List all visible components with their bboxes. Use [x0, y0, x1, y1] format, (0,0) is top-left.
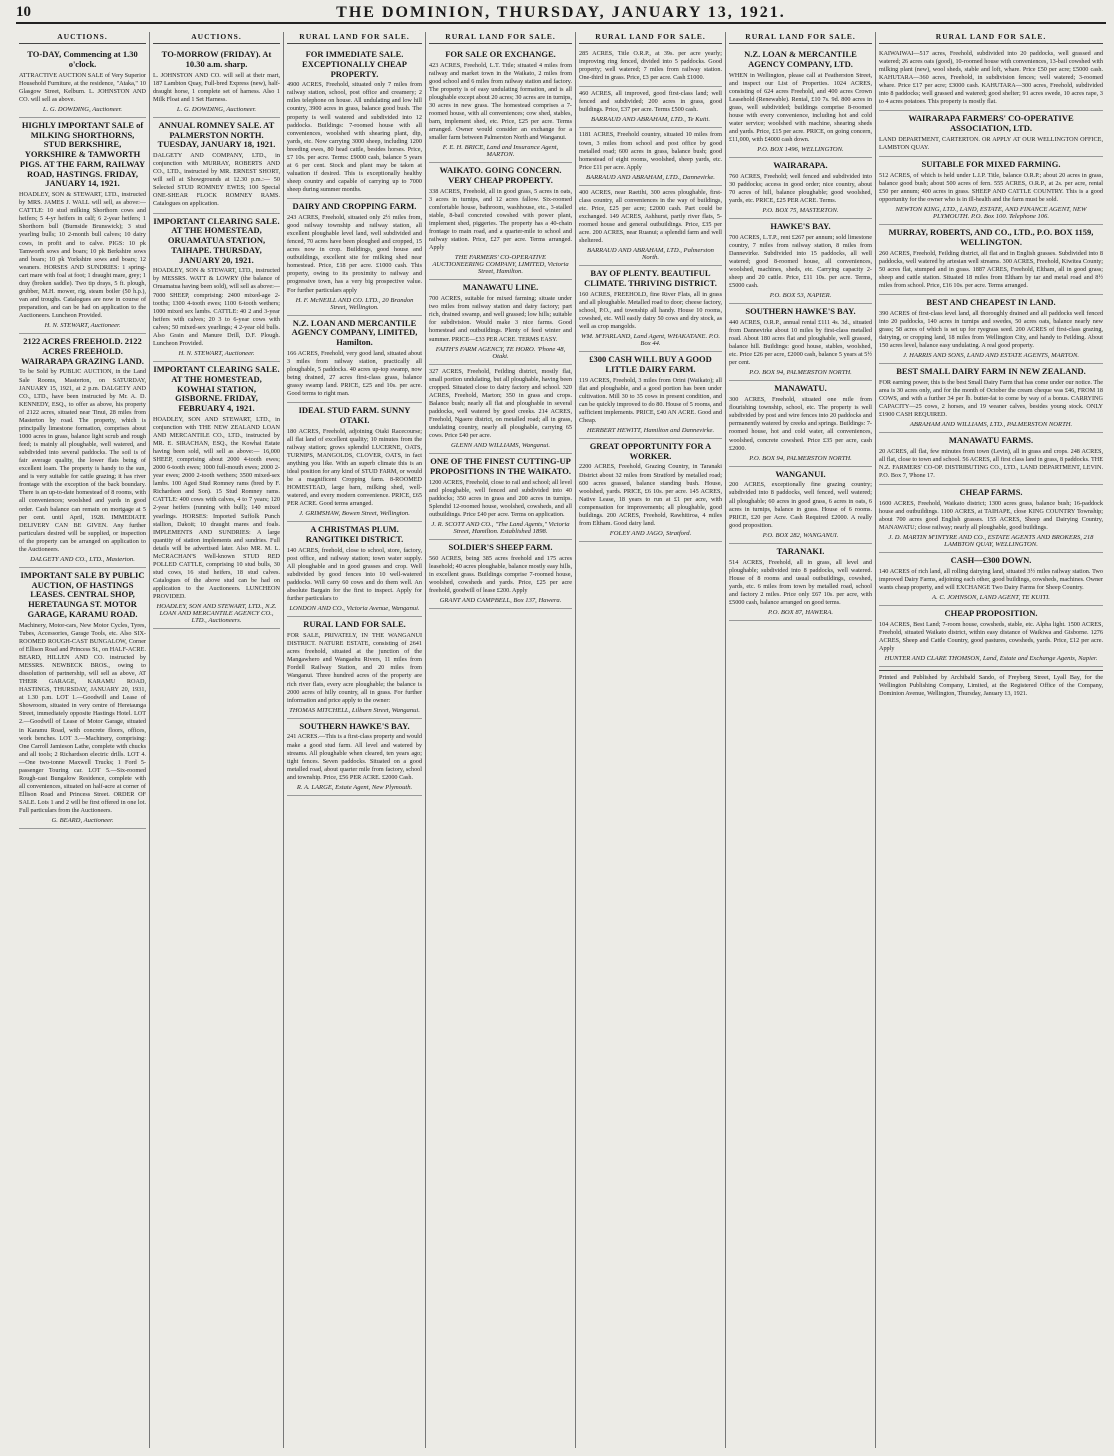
ad-title: IMPORTANT CLEARING SALE. AT THE HOMESTEAD, ORUAMATUA STATION, TAIHAPE. THURSDAY, JANUARY 20, 1921. — [153, 215, 280, 265]
ad-title: MANAWATU. — [774, 383, 827, 394]
ad-body: 423 ACRES, Freehold, L.T. Title; situated 4 miles from railway and market town in the Waikato, 2 miles from good school and 6 miles from railway station and factory. The property is of easy undulating formation, and is all ploughable except about 20 acres; 30 acres are in turnips, 30 acres in new grass. The homestead comprises a 7-roomed house, with all conveniences; cow shed, stables, barn, implement shed, etc. Price, £25 per acre. Terms arranged. Owner would consider an exchange for a smaller farm between Palmerston North and Wanganui. — [429, 61, 572, 142]
classified-ad — [429, 365, 572, 455]
ad-title: TARANAKI. — [776, 545, 825, 556]
ad-advertiser: NEWTON KING, LTD., LAND, ESTATE, AND FINANCE AGENT, NEW PLYMOUTH. P.O. Box 100. Telephone 106. — [895, 206, 1087, 221]
ad-advertiser: WM. M'FARLAND, Land Agent, WHAKATANE. P.O. Box 44. — [581, 333, 720, 348]
ad-title: TO-MORROW (FRIDAY). At 10.30 a.m. sharp. — [161, 49, 272, 69]
ad-body: 285 ACRES, Title O.R.P., at 39s. per acre yearly; improving ring fenced, divided into 5 paddocks. Good property; well watered; 7 miles from railway station. One-third in grass. Price, £3 per acre. Cash £1000. — [579, 50, 722, 82]
ad-body: DALGETY AND COMPANY, LTD., in conjunction with MURRAY, ROBERTS AND CO., LTD., instructed by MR. ERNEST SHORT, will sell at Showgrounds at 12.30 p.m.:— 50 Selected STUD ROMNEY EWES; 100 Special ONE-SHEAR FLOCK ROMNEY RAMS. Catalogues on application. — [153, 152, 280, 208]
column-heading: RURAL LAND FOR SALE. — [429, 32, 572, 44]
ad-advertiser: R. A. LARGE, Estate Agent, New Plymouth. — [296, 783, 413, 791]
classified-ad — [287, 617, 422, 718]
ad-advertiser: P.O. BOX 94, PALMERSTON NORTH. — [749, 369, 852, 377]
ad-advertiser: P.O. BOX 87, HAWERA. — [767, 608, 833, 616]
classified-ad — [153, 47, 280, 118]
ad-body: 20 ACRES, all flat, few minutes from town (Levin), all in grass and crops. 248 ACRES, all flat, close to town and school. 56 ACRES, all first class land in grass, 8 paddocks. THE N.Z. FARMERS' CO-OP. DISTRIBUTING CO., LTD., LAND DEPARTMENT, LEVIN. P.O. Box 7, 'Phone 17. — [879, 447, 1103, 480]
ad-title: MANAWATU LINE. — [462, 282, 539, 293]
ad-body: 4900 ACRES, Freehold, situated only 7 miles from railway station, school, post office and creamery; 2 miles telephone on house. All undulating and low hill country, 3900 acres in grass, balance good bush. The property is well watered and subdivided into 12 paddocks. Buildings: 7-roomed house with all conveniences, woolshed with shearing plant, dip, yards, etc. Now carrying 3000 sheep, including 1200 breeding ewes, 80 head cattle, besides horses. Price, £7 10s. per acre. Terms: £9000 cash, balance 5 years at 6 per cent. Stock and plant may be taken at valuation if desired. This is exceptionally healthy sheep country and capable of carrying up to 7000 sheep during summer months. — [287, 81, 422, 194]
ad-advertiser: DALGETY AND CO., LTD., Masterton. — [30, 555, 135, 563]
ad-advertiser: P.O. BOX 282, WANGANUI. — [762, 531, 839, 539]
ad-advertiser: H. N. STEWART, Auctioneer. — [44, 322, 121, 330]
ad-advertiser: J. HARRIS AND SONS, LAND AND ESTATE AGENTS, MARTON. — [902, 352, 1080, 360]
classified-ad — [579, 186, 722, 266]
ad-advertiser: J. GRIMSHAW, Bowen Street, Wellington. — [299, 510, 410, 518]
ad-body: 140 ACRES of rich land, all rolling dairying land, situated 3½ miles railway station. Two improved Dairy Farms, adjoining each other, good buildings, cowsheds, machines. Owner wants cheap property, and will EXCHANGE Two Dairy Farms for Sheep Country. — [879, 567, 1103, 592]
ad-body: 200 ACRES, exceptionally fine grazing country; subdivided into 8 paddocks, well fenced, well watered; all ploughable; 60 acres in good grass, 6 acres in oats, 6 acres in turnips, balance in grass. House of 6 rooms. PRICE, £20 per Acre. Cash Required £2000. A really good proposition. — [729, 481, 872, 529]
ad-body: LAND DEPARTMENT, CARTERTON. OR APPLY AT OUR WELLINGTON OFFICE, LAMBTON QUAY. — [879, 135, 1103, 152]
ad-advertiser: A. C. JOHNSON, LAND AGENT, TE KUITI. — [932, 594, 1050, 602]
ad-body: ATTRACTIVE AUCTION SALE of Very Superior Household Furniture, at the residence, "Ataka," 10 Glasgow Street, Kelburn. L. JOHNSTON AND CO. will sell as above. — [19, 71, 146, 103]
classified-ad — [879, 157, 1103, 225]
ad-advertiser: P.O. BOX 1496, WELLINGTON. — [757, 146, 844, 154]
ad-body: FOR earning power, this is the best Small Dairy Farm that has come under our notice. The area is 30 acres only, and for the month of October the cream cheque was £46, FROM 18 COWS, and with a further 34 per lb. butter-fat to come by way of a bonus. CARRYING CAPACITY—25 cows, 2 horses, and 19 weaner calves, besides young stock. ONLY £1900 CASH REQUIRED. — [879, 378, 1103, 419]
ad-advertiser: P.O. BOX 94, PALMERSTON NORTH. — [749, 454, 852, 462]
classified-ad — [287, 47, 422, 199]
classified-ad — [729, 47, 872, 158]
ad-advertiser: FOLEY AND JAGO, Stratford. — [609, 529, 692, 537]
ad-advertiser: BARRAUD AND ABRAHAM, LTD., Dannevirke. — [586, 173, 715, 181]
ad-body: 300 ACRES, Freehold, situated one mile from flourishing township, school, etc. The property is well subdivided by post and wire fences into 20 paddocks and permanently watered by creeks and springs. Buildings: 7-roomed house, hot and cold water, all conveniences, woolshed, concrete cowshed. Price £35 per acre, cash £2000. — [729, 396, 872, 452]
column-1 — [16, 32, 150, 1448]
classified-ad — [879, 47, 1103, 111]
ad-body: 160 ACRES, FREEHOLD, fine River Flats, all in grass and all ploughable. Metalled road to door; cheese factory, school, P.O., and township all handy. House 10 rooms, cowshed, etc. Will easily dairy 50 cows and dry stock, as well as crop mangolds. — [579, 290, 722, 330]
ad-advertiser: FAITH'S FARM AGENCY, TE HORO. 'Phone 48, Otaki. — [435, 345, 566, 360]
classified-ad — [429, 163, 572, 280]
ad-title: A CHRISTMAS PLUM. RANGITIKEI DISTRICT. — [305, 524, 404, 545]
ad-body: FOR SALE, PRIVATELY, IN THE WANGANUI DISTRICT. NATURE ESTATE, consisting of 2641 acres freehold, situated at the junction of the Mangawhero and Wangaehu Rivers, 11 miles from Fordell Railway Station, and 20 miles from Wanganui. Three hundred acres of the property are rich river flats, every acre ploughable; the balance is 2000 acres of hilly country, all in grass. For further information and price apply to the owner: — [287, 632, 422, 704]
ad-advertiser: L. G. DOWDING, Auctioneer. — [176, 105, 257, 113]
ad-advertiser: H. N. STEWART, Auctioneer. — [178, 349, 255, 357]
ad-body: 1600 ACRES, Freehold, Waikato district; 1300 acres grass, balance bush; 16-paddock house and outbuildings. 1100 ACRES, at TAIHAPE, close KING COUNTRY Township; about 700 acres good English grasses. 155 ACRES, Sheep and Dairying Country, MANAWATU; close railway; nearly all ploughable, good buildings. — [879, 499, 1103, 532]
ad-title: WAIKATO. GOING CONCERN. VERY CHEAP PROPERTY. — [439, 165, 562, 186]
ad-body: 400 ACRES, near Raetihi, 300 acres ploughable, first-class country, all conveniences in the way of buildings, etc. Price, £25 per acre; £2000 cash. Part could be exchanged. 149 ACRES, Ashhurst, partly river flats, 5-roomed house and general outbuildings. Price, £35 per acre. 200 ACRES, near Ruanui; a splendid farm and well sheltered. — [579, 188, 722, 245]
column-heading: AUCTIONS. — [19, 32, 146, 44]
ad-title: CHEAP PROPOSITION. — [944, 608, 1038, 619]
ad-body: 140 ACRES, freehold, close to school, store, factory, post office, and railway station; town water supply. All ploughable and in good grasses and crop. Well subdivided by good fences into 10 well-watered paddocks. Will carry 60 cows and do them well. An absolute Bargain for the first to inspect. Apply for further particulars to — [287, 546, 422, 603]
masthead — [16, 0, 1106, 24]
ad-body: 560 ACRES, being 385 acres freehold and 175 acres leasehold; 40 acres ploughable, balance mostly easy hills, in excellent grass. Buildings comprise 7-roomed house, woolshed, cowsheds and yards. Price, £25 per acre freehold, goodwill of lease £200. Apply — [429, 554, 572, 594]
ad-title: WANGANUI. — [775, 468, 826, 479]
ad-body: Machinery, Motor-cars, New Motor Cycles, Tyres, Tubes, Accessories, Garage Tools, etc. Also SIX-ROOMED ROUGH-CAST BUNGALOW, Corner of Ellison Road and Princess St., on HALF-ACRE. BEARD, HILLEN AND CO. instructed by MESSRS. NEWBECK BROS., owing to dissolution of partnership, will sell as above, AT THEIR GARAGE, KARAMU ROAD, HASTINGS, THURSDAY, JANUARY 20, 1931, at 1.30 p.m. LOT 1.—Goodwill and Lease of Showroom, situated in very centre of Heretaunga Street, immediately opposite Hastings Hotel. LOT 2.—Goodwill of Lease of Motor Garage, situated in Karamu Road, with concrete floors, offices, work benches. LOT 3.—Machinery, comprising: One Carroll Jamieson Lathe, complete with chucks and all tools; 2 Richardson electric drills. LOT 4.—One two-tonne Maxwell Trucks; 1 Ford 5-passenger Touring car. LOT 5.—Six-roomed Rough-cast Bungalow Residence, complete with all conveniences, situated on half-acre at corner of Ellison Road and Princess Street. ORDER OF SALE. Lots 1 and 2 will be first offered in one lot. Full particulars from the Auctioneers. — [19, 621, 146, 815]
classified-ad — [287, 719, 422, 796]
classified-ad — [729, 158, 872, 219]
classified-ad — [579, 47, 722, 87]
ad-advertiser: P.O. BOX 53, NAPIER. — [769, 292, 832, 300]
classified-ad — [729, 381, 872, 466]
ad-body: 241 ACRES.—This is a first-class property and would make a good stud farm. All level and watered by streams. All ploughable when cleared, ten years ago; tight fences. Seven paddocks. Situated on a good metalled road, about quarter mile from factory, school and township. Price, £56 PER ACRE. £2000 Cash. — [287, 733, 422, 781]
classified-ad — [429, 540, 572, 609]
classified-ad — [729, 544, 872, 621]
ad-body: 760 ACRES, Freehold; well fenced and subdivided into 30 paddocks; access in good order; nice country, about 70 acres of hill, balance ploughable; good woolshed, yards, etc. PRICE, £25 PER ACRE. Terms. — [729, 172, 872, 205]
column-4 — [426, 32, 576, 1448]
ad-body: KAIWAIWAI—517 acres, Freehold, subdivided into 20 paddocks, well grassed and watered; 26 acres oats (good), 10-roomed house with conveniences, 13-bail cowshed with milking plant (new), wool sheds, stable and loft, whare. Price £50 per acre; £5000 cash. KAHUTARA—360 acres, Freehold, in subdivision fences; well watered; 3-roomed whare. Price £17 per acre; £3000 cash. KAHUTARA—300 acres, Freehold, subdivided into 8 paddocks; well grassed and watered; good shelter; 91 acres swede, 10 acres rape, 3 to 4 acres potatoes. This property is mostly flat. — [879, 50, 1103, 106]
column-5 — [576, 32, 726, 1448]
ad-title: GREAT OPPORTUNITY FOR A WORKER. — [589, 440, 712, 461]
ad-title: SOLDIER'S SHEEP FARM. — [448, 541, 553, 552]
column-6 — [726, 32, 876, 1448]
classified-ad — [579, 352, 722, 439]
ad-title: IDEAL STUD FARM. SUNNY OTAKI. — [298, 405, 411, 425]
classified-ad — [879, 111, 1103, 157]
column-7 — [876, 32, 1106, 1448]
classified-ad — [153, 118, 280, 214]
ad-title: RURAL LAND FOR SALE. — [303, 619, 406, 630]
ad-advertiser: J. D. MARTIN M'INTYRE AND CO., ESTATE AGENTS AND BROKERS, 218 LAMBTON QUAY, WELLINGTON. — [888, 534, 1094, 549]
ad-title: DAIRY AND CROPPING FARM. — [292, 201, 417, 212]
ad-body: To be Sold by PUBLIC AUCTION, in the Land Sale Rooms, Masterton, on SATURDAY, JANUARY 15, 1921, at 2 p.m. DALGETY AND CO., LTD., have been instructed by Mr. A. D. KENNEDY, ESQ., to offer as above, his property of 2122 acres, situated near Tinui, 28 miles from Masterton by road. The property, which is principally limestone formation, comprises about 1000 acres in grass, balance light scrub and rough feed; is mainly all ploughable, well watered, and subdivided into several paddocks. The soil is of fair average quality, the lower flats being of excellent loam. The property is handy to the sun, and is very suitable for cattle grazing; it has river frontage with the exception of the back boundary. There is an up-to-date homestead of 8 rooms, with all conveniences; woolshed and yards in good order. Cash balance can remain on mortgage at 5 per cent. until April, 1928. IMMEDIATE DELIVERY CAN BE GIVEN. Any further particulars desired will be supplied, or inspection of the property can be arranged on application to the Auctioneers. — [19, 368, 146, 553]
ad-body: 390 ACRES of first-class level land, all thoroughly drained and all paddocks well fenced into 20 paddocks, 140 acres in turnips and swedes, 50 acres oats, balance nearly new grass; 58 acres of which is set up for ryegrass seed. 200 ACRES of first-class grazing, dairying, or cropping land, 18 miles from Wellington City, and handy to Feilding. About 150 acres level, balance easy undulating. A real good property. — [879, 309, 1103, 349]
classified-ad — [153, 362, 280, 629]
ad-body: 166 ACRES, Freehold, very good land, situated about 3 miles from railway station, practically all ploughable, 5 paddocks. 40 acres up-top swamp, now being drained, 27 acres first-class grass, balance grassy swamp land. PRICE, £25 and 10s. per acre. Good terms to right man. — [287, 349, 422, 398]
classified-ad — [429, 47, 572, 163]
ad-body: 260 ACRES, Freehold, Feilding district, all flat and in English grasses. Subdivided into 8 paddocks, well watered by artesian well streams. 300 ACRES, Freehold, Kiwitea County; 50 acres flat, stumped and in grass. 1887 ACRES, Freehold, Eltham, all in good grass; sheep and cattle station. Situated 18 miles from Eltham by tar and metal road and 8½ miles from school. Price, £16 10s. per acre. Terms arranged. — [879, 249, 1103, 289]
ad-body: 180 ACRES, Freehold, adjoining Otaki Racecourse; all flat land of excellent quality; 10 minutes from the railway station; grows splendid LUCERNE, OATS, TURNIPS, MANGOLDS, CLOVER, OATS, in fact anything you like. With an superb climate this is an ideal position for any kind of STUD FARM, or would be a magnificent Cropping farm. 8-ROOMED HOMESTEAD, large barn, milking shed, well-watered, and every modern convenience. PRICE, £65 PER ACRE. Good terms arranged. — [287, 427, 422, 508]
ad-title: BEST AND CHEAPEST IN LAND. — [926, 296, 1056, 307]
classified-ad — [153, 214, 280, 362]
ad-body: 1200 ACRES, Freehold, close to rail and school; all level and ploughable, well fenced and subdivided into 40 paddocks; 350 acres in grass and 200 acres in turnips. Splendid 12-roomed house, woolshed, cowsheds, and all outbuildings. Price £40 per acre. Terms on application. — [429, 478, 572, 518]
column-heading: RURAL LAND FOR SALE. — [579, 32, 722, 44]
ad-title: N.Z. LOAN AND MERCANTILE AGENCY COMPANY, LIMITED, Hamilton. — [291, 317, 418, 348]
ad-body: 512 ACRES, of which is held under L.I.P. Title, balance O.R.P.; about 20 acres in grass, balance good bush; about 500 acres of fern. 555 ACRES, O.R.P., at 2s. per acre, rental £50 per annum; 400 acres in grass. SHEEP AND CATTLE COUNTRY. This is a good opportunity for the owner who is in ill-health and the farm must be sold. — [879, 171, 1103, 204]
ad-body: 338 ACRES, Freehold, all in good grass, 5 acres in oats, 3 acres in turnips, and 12 acres fallow. Six-roomed comfortable house, bathroom, washhouse, etc., 3-stalled stable, 8-bail concreted cowshed with power plant, implement shed, piggeries. The property has a 40-chain frontage to main road, and a quarter-mile to school and railway station. Price, £27 per acre. Terms arranged. Apply — [429, 187, 572, 252]
ad-title: ANNUAL ROMNEY SALE. AT PALMERSTON NORTH. TUESDAY, JANUARY 18, 1921. — [157, 119, 276, 150]
ad-advertiser: F. E. H. BRICE, Land and Insurance Agent, MARTON. — [442, 144, 559, 159]
column-heading: RURAL LAND FOR SALE. — [287, 32, 422, 44]
ad-advertiser: HOADLEY, SON AND STEWART, LTD., N.Z. LOAN AND MERCANTILE AGENCY CO., LTD., Auctioneers. — [156, 603, 277, 625]
classified-ad — [879, 433, 1103, 485]
classified-ad — [19, 47, 146, 118]
ad-advertiser: THOMAS MITCHELL, Lilburn Street, Wanganui. — [289, 706, 420, 714]
ad-title: TO-DAY, Commencing at 1.30 o'clock. — [27, 49, 138, 69]
ad-body: L. JOHNSTON AND CO. will sell at their mart, 187 Lambton Quay, Full-bred Express (new), half-draught horse, 1 complete set of harness. Also 1 Milk Float and 1 Set Harness. — [153, 71, 280, 103]
ad-title: CHEAP FARMS. — [959, 487, 1023, 498]
ad-advertiser: BARRAUD AND ABRAHAM, LTD., Palmerston North. — [587, 247, 714, 262]
classified-ad — [879, 225, 1103, 295]
column-2 — [150, 32, 284, 1448]
ad-body: 514 ACRES, Freehold, all in grass, all level and ploughable; subdivided into 8 paddocks, well watered. House of 8 rooms and usual outbuildings, cowshed, yards, etc. 6 miles from town by metalled road, school and factory 2 miles. Price only £67 10s. per acre, with £5000 cash, balance arranged on good terms. — [729, 558, 872, 606]
classified-ad — [879, 485, 1103, 553]
column-heading: AUCTIONS. — [153, 32, 280, 44]
ad-body: 460 ACRES, all improved, good first-class land; well fenced and subdivided; 200 acres in grass, good buildings. Price, £37 per acre. Terms £500 cash. — [579, 90, 722, 114]
ad-body: HOADLEY, SON AND STEWART, LTD., in conjunction with THE NEW ZEALAND LOAN AND MERCANTILE CO., LTD., instructed by MR. E. SIRACHAN, ESQ., the Kowhai Estate having been sold, will sell as above:— 16,000 SHEEP, comprising about 2000 4-tooth ewes; 2000 6-tooth ewes; 1000 full-mouth ewes; 2000 2-year ewes; 2000 2-tooth wethers; 3500 mixed-sex lambs. 100 Aged Stud Romney rams (bred by F. Richardson and Son). 15 Stud Romney rams. CATTLE: 400 cows with calves, 4 to 7 years; 120 2-year heifers (running with bull); 140 mixed yearlings. HORSES: Imported Suffolk Punch stallion, Dakoit; 10 draught mares and foals. IMPLEMENTS AND SUNDRIES: A large quantity of station implements and sundries. Full details will be advertised later. Also MR. M. L. McCRACHAN'S Well-known STUD RED POLLED CATTLE, comprising 10 stud bulls, 30 stud cows, 16 stud heifers, 18 stud calves. Catalogues of the above stud can be had on application to the Auctioneers. LUNCHEON PROVIDED. — [153, 415, 280, 601]
ad-body: 700 ACRES, L.T.P., rent £267 per annum; sold limestone country, 7 miles from railway station, 8 miles from Dannevirke. Subdivided into 15 paddocks, all well watered; good 8-roomed house, all conveniences, woolshed, machines, sheds, etc. Carrying capacity 2-sheep and 20 cattle. Price, £11 10s. per acre. Terms, £5000 cash. — [729, 233, 872, 290]
ad-advertiser: BARRAUD AND ABRAHAM, LTD., Te Kuiti. — [591, 116, 710, 124]
ad-title: 2122 ACRES FREEHOLD. 2122 ACRES FREEHOLD. WAIRARAPA GRAZING LAND. — [21, 336, 144, 366]
classified-ad — [19, 118, 146, 334]
ad-title: HIGHLY IMPORTANT SALE of MILKING SHORTHORNS, STUD BERKSHIRE, YORKSHIRE & TAMWORTH PIGS. AT THE FARM, RAILWAY ROAD, HASTINGS. FRIDAY, JANUARY 14, 1921. — [19, 119, 146, 189]
ad-advertiser: ABRAHAM AND WILLIAMS, LTD., PALMERSTON NORTH. — [909, 421, 1073, 429]
ad-advertiser: HERBERT HEWITT, Hamilton and Dannevirke. — [586, 426, 715, 434]
ad-advertiser: LONDON AND CO., Victoria Avenue, Wanganui. — [289, 605, 420, 613]
ad-body: 104 ACRES, Best Land; 7-room house, cowsheds, stable, etc. Alpha light. 1500 ACRES, Freehold, situated Waikato district, within easy distance of Waikiwa and Gisborne. 1276 ACRES, Sheep and Cattle Country, good pastures, cowsheds, yards. Price, £12 per acre. Apply — [879, 620, 1103, 653]
ad-body: 327 ACRES, Freehold, Feilding district, mostly flat, small portion undulating, but all ploughable, having been cropped. Situated close to dairy factory and school. 320 ACRES, Freehold, Marton; 350 in grass and crops. Balance bush; nearly all flat and ploughable in several paddocks, well watered by good creeks. 214 ACRES, Freehold, Ngaere district, on metalled road; all in grass, undulating country, nearly all ploughable, carrying 65 cows. Price £40 per acre. — [429, 367, 572, 440]
classified-ad — [879, 553, 1103, 606]
ad-title: FOR IMMEDIATE SALE. EXCEPTIONALLY CHEAP PROPERTY. — [302, 49, 407, 79]
ad-title: MURRAY, ROBERTS, AND CO., LTD., P.O. BOX 1159, WELLINGTON. — [888, 227, 1094, 247]
ad-title: N.Z. LOAN & MERCANTILE AGENCY COMPANY, LTD. — [744, 49, 857, 69]
classified-ad — [19, 334, 146, 568]
classified-ad — [729, 304, 872, 381]
classified-ad — [729, 219, 872, 304]
ad-title: IMPORTANT SALE BY PUBLIC AUCTION, OF HASTINGS LEASES. CENTRAL SHOP, HERETAUNGA ST. MOTOR GARAGE, KARAMU ROAD. — [20, 569, 145, 619]
classified-ad — [19, 568, 146, 829]
ad-title: CASH—£300 DOWN. — [950, 555, 1032, 566]
ad-advertiser: L. G. DOWDING, Auctioneer. — [42, 105, 123, 113]
classified-ad — [287, 316, 422, 404]
classified-ad — [287, 199, 422, 315]
ad-advertiser: THE FARMERS' CO-OPERATIVE AUCTIONEERING COMPANY, LIMITED, Victoria Street, Hamilton. — [432, 254, 569, 276]
ad-advertiser: GLENN AND WILLIAMS, Wanganui. — [450, 442, 551, 450]
newspaper-title: THE DOMINION, THURSDAY, JANUARY 13, 1921. — [336, 4, 786, 21]
ad-body: 243 ACRES, Freehold, situated only 2½ miles from, good railway township and railway station, all excellent ploughable level land, well subdivided and fenced, 70 acres have been ploughed and cropped, 15 acres now in crop. Buildings, good house and outbuildings, excellent site for milking shed near homestead. Price, £18 per acre. £1000 cash. This property, owing to its proximity to railway and progressive town, has a very big prospective value. For further particulars apply — [287, 213, 422, 294]
ad-title: HAWKE'S BAY. — [770, 221, 831, 232]
columns — [16, 32, 1106, 1448]
printer-imprint: Printed and Published by Archibald Sando, of Freyberg Street, Lyall Bay, for the Wellington Publishing Company, Limited, at the Registered Office of the Company, Dominion Avenue, Wellington, Thursday, January 13, 1921. — [879, 670, 1103, 698]
ad-title: £300 CASH WILL BUY A GOOD LITTLE DAIRY FARM. — [589, 354, 712, 374]
ad-body: 119 ACRES, Freehold, 3 miles from Orini (Waikato); all flat and ploughable, and a good portion has been under cultivation. Mill 30 to 35 cows in present condition, and can be quickly improved to do 80. House of 5 rooms, and sufficient implements. PRICE, £40 AN ACRE. Good and Cheap. — [579, 376, 722, 424]
classified-ad — [579, 266, 722, 352]
ad-title: BEST SMALL DAIRY FARM IN NEW ZEALAND. — [896, 366, 1086, 377]
ad-title: IMPORTANT CLEARING SALE. AT THE HOMESTEAD, KOWHAI STATION, GISBORNE. FRIDAY, FEBRUARY 4, 1921. — [153, 363, 280, 414]
ad-body: 1181 ACRES, Freehold country, situated 10 miles from town, 3 miles from school and post office by good metalled road; 600 acres in grass, balance bush; good homestead of eight rooms, woolshed, sheep yards, etc. Price £11 per acre. Apply — [579, 131, 722, 171]
classified-ad — [429, 454, 572, 540]
ad-title: SUITABLE FOR MIXED FARMING. — [921, 159, 1061, 170]
ad-body: 2200 ACRES, Freehold, Grazing Country, in Taranaki District about 32 miles from Stratford by metalled road; 600 acres grassed, balance standing bush. House, woolshed, yards. PRICE, £6 10s. per acre. 145 ACRES, Native Lease, 18 years to run at £1 per acre, with compensation for improvements; all ploughable, good buildings. 200 ACRES, Freehold, Rawhitiroa, 4 miles from Eltham. Good dairy land. — [579, 463, 722, 527]
ad-advertiser: P.O. BOX 75, MASTERTON. — [762, 207, 839, 215]
column-3 — [284, 32, 426, 1448]
ad-title: WAIRARAPA. — [773, 160, 828, 171]
ad-title: ONE OF THE FINEST CUTTING-UP PROPOSITIONS IN THE WAIKATO. — [429, 456, 572, 476]
page-number: 10 — [16, 4, 31, 20]
ad-advertiser: J. R. SCOTT AND CO., "The Land Agents," Victoria Street, Hamilton. Established 1898. — [431, 520, 570, 535]
classified-ad — [879, 295, 1103, 364]
ad-title: WAIRARAPA FARMERS' CO-OPERATIVE ASSOCIATION, LTD. — [908, 113, 1074, 134]
ad-body: HOADLEY, SON & STEWART, LTD., instructed by MESSRS. WATT & LOWRY (the balance of Oruamatua having been sold), will sell as above:— 7000 SHEEP, comprising: 2400 mixed-age 2-tooths; 1300 4-tooth ewes; 1100 6-tooth wethers; 1000 mixed sex lambs. CATTLE: 40 2 and 3-year heifers with calves; 20 3 to 6-year cows with calves; 50 mixed-sex yearlings; 4 2-year old bulls. Also Grain and Manure Drill, D.F. Plough. Luncheon Provided. — [153, 267, 280, 347]
ad-title: BAY OF PLENTY. BEAUTIFUL CLIMATE. THRIVING DISTRICT. — [584, 268, 717, 288]
classified-ad — [429, 280, 572, 364]
ad-body: WHEN in Wellington, please call at Featherston Street, and inspect our List of Properties. 1024 ACRES, consisting of 624 acres Freehold, and 400 acres Crown Leasehold (Renewable). Rental, £10 7s. 9d. 800 acres in grass, well subdivided; buildings comprise 8-roomed house with every convenience, including hot and cold water service; woolshed with machine, shearing sheds and yards. Price, £15 per acre. PRICE, on going concern, £11,000, with £4000 cash down. — [729, 71, 872, 144]
ad-advertiser: H. F. McNEILL AND CO. LTD., 20 Brandon Street, Wellington. — [295, 296, 414, 311]
ad-body: 700 ACRES, suitable for mixed farming; situate under two miles from railway station and dairy factory; part rich, drained swamp, and well grassed; low hills; suitable for subdivision. Would make 3 nice farms. Good homestead and outbuildings. Plenty of feed winter and summer. PRICE—£33 PER ACRE. TERMS EASY. — [429, 295, 572, 343]
ad-title: MANAWATU FARMS. — [948, 435, 1034, 446]
ad-advertiser: GRANT AND CAMPBELL, Box 137, Hawera. — [439, 597, 562, 605]
ad-title: FOR SALE OR EXCHANGE. — [445, 49, 556, 59]
classified-ad — [579, 87, 722, 128]
classified-ad — [879, 364, 1103, 433]
classified-ad — [579, 439, 722, 542]
classified-ad — [287, 522, 422, 617]
classified-ad — [287, 403, 422, 522]
classified-ad — [879, 606, 1103, 667]
classified-ad — [729, 467, 872, 544]
classified-ad — [579, 128, 722, 185]
ad-body: 440 ACRES, O.R.P., annual rental £111 4s. 3d., situated from Dannevirke about 10 miles by first-class metalled road. About 180 acres flat and ploughable, well grassed, balance hill. Buildings: good house, stables, woolshed, etc. Price £26 per acre, £2000 cash, balance 5 years at 5½ per cent. — [729, 319, 872, 367]
ad-advertiser: HUNTER AND CLARE THOMSON, Land, Estate and Exchange Agents, Napier. — [884, 655, 1098, 663]
ad-body: HOADLEY, SON & STEWART, LTD., instructed by MRS. JAMES J. WALL will sell, as above:— CATTLE: 10 stud milking Shorthorn cows and heifers; 5 4-yr heifers in calf; 6 2-year heifers; 1 Shorthorn bull (Burnside Brunswick); 3 stud yearling bulls; 10 2-month bull calves; 10 dairy cows, in profit and to calve. PIGS: 10 pk Tamworth sows and boars; 10 pk Berkshire sows and boars; 10 pk Yorkshire sows and boars; 12 weaners. HORSES AND SUNDRIES: 1 spring-cart mare with foal at foot; 1 draught mare, grey; 1 dray (broken saddle). Two tip drays, 5 ft. plough, grubber, M.H. mower, rig, steam boiler (50 h.p.), van and troughs. Catalogues are now in course of preparation, and can be had on application to the Auctioneers. Luncheon Provided. — [19, 191, 146, 320]
column-heading: RURAL LAND FOR SALE. — [879, 32, 1103, 44]
ad-title: SOUTHERN HAWKE'S BAY. — [745, 306, 856, 317]
column-heading: RURAL LAND FOR SALE. — [729, 32, 872, 44]
ad-title: SOUTHERN HAWKE'S BAY. — [299, 720, 410, 731]
ad-advertiser: G. BEARD, Auctioneer. — [51, 817, 114, 825]
